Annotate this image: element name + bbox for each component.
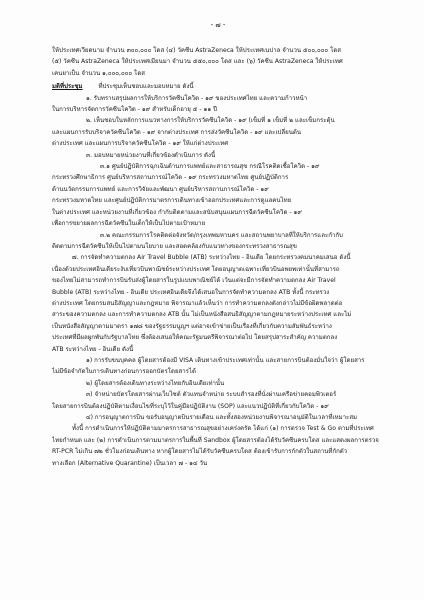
numbered-item-1: [52, 355, 384, 378]
paragraph-line: สาระของความตกลง และการทำความตกลง ATB นั้น ไม่เป็นหนังสือสนธิสัญญาตามกฎหมายระหว่างประเทศ และไม่: [52, 311, 352, 319]
paragraph-line: เนื่องด้วยประเทศอินเดียระงับเที่ยวบินพาณิชย์ระหว่างประเทศ โดยอนุญาตเฉพาะเที่ยวบินอพยพเท่านั้นที่สามารถ: [52, 265, 340, 273]
sub-item-line: กระทรวงมหาดไทย และศูนย์ปฏิบัติการมาตรการเดินทางเข้าออกประเทศและการดูแลคนไทย: [52, 197, 292, 205]
sub-item-line: เพื่อการขยายผลการฉีดวัคซีนในเด็กให้เป็นไปตามเป้าหมาย: [52, 220, 206, 228]
sub-item-3-1: [52, 161, 384, 229]
paragraph-line: RT-PCR ไม่เกิน ๗๒ ชั่วโมงก่อนเดินทาง หากผู้โดยสารไม่ได้รับวัคซีนครบโดส ต้องเข้ารับการกักตัวในสถานที่กักตัว: [52, 448, 348, 456]
resolution-heading: [52, 81, 384, 92]
numbered-item-2: [52, 378, 384, 389]
sub-item-line: กระทรวงศึกษาธิการ ศูนย์บริหารสถานการณ์โควิด - ๑๙ กระทรวงมหาดไทย ศูนย์ปฏิบัติการ: [52, 174, 289, 182]
sub-item-line: ๓.๒ คณะกรรมการโรคติดต่อจังหวัด/กรุงเทพมหานคร และสถานพยาบาลที่ให้บริการและกำกับ: [100, 231, 343, 239]
paragraph-line: ทั้งนี้ การดำเนินการให้ปฏิบัติตามมาตรการสาธารณสุขอย่างเคร่งครัด ได้แก่ (๑) การตรวจ Test & Go ตามที่ประเทศ: [72, 425, 374, 433]
resolution-label: มติที่ประชุม: [52, 83, 83, 91]
sub-item-line: ในต่างประเทศ และหน่วยงานที่เกี่ยวข้อง กำกับติดตามและสนับสนุนแผนการฉีดวัคซีนโควิด - ๑๙: [52, 208, 302, 216]
resolution-item-2: [52, 115, 384, 149]
paragraph-line: ATB ระหว่างไทย - อินเดีย ดังนี้: [52, 345, 134, 353]
paragraph-line: เป็นหนังสือสัญญาตามมาตรา ๑๗๘ ของรัฐธรรมนูญฯ แต่อาจเข้าข่ายเป็นเรื่องที่เกี่ยวกับความสัมพันธ์ระหว่าง: [52, 322, 332, 330]
numbered-line: ๔) การอนุญาตการบิน ขอรับอนุญาตบินรายเดือน และทั้งสองหน่วยงานพิจารณาอนุมัติในเวลาที่เหมาะสม: [86, 414, 358, 421]
item-line: ในการบริหารจัดการวัคซีนโควิด - ๑๙ สำหรับเด็กอายุ ๕ - ๑๑ ปี: [52, 106, 218, 114]
paragraph-line: ต่างประเทศ โดยกรมสนธิสัญญาและกฎหมาย พิจารณาแล้วเห็นว่า การทำความตกลงดังกล่าวไม่มีข้อผิดพลาดต่อ: [52, 299, 343, 307]
paragraph-line: (๕) วัคซีน AstraZeneca ให้ประเทศเมียนมา จำนวน ๕๕๐,๐๐๐ โดส และ (๖) วัคซีน AstraZeneca ให้ประเทศ: [52, 58, 343, 66]
item-line: ๓. มอบหมายหน่วยงานที่เกี่ยวข้องดำเนินการ ดังนี้: [86, 151, 216, 159]
item-line: และแผนการรับบริจาควัคซีนโควิด - ๑๙ จากต่างประเทศ การส่งวัคซีนโควิด - ๑๙ และเปลี่ยนต้น: [52, 128, 301, 136]
paragraph-line: เคนยาเป็น จำนวน ๑,๐๐๐,๐๐๐ โดส: [52, 69, 145, 77]
sub-item-3-2: [52, 230, 384, 253]
numbered-item-4: [52, 412, 384, 423]
item-line: ๒. เห็นชอบในหลักการแนวทางการให้บริการวัคซีนโควิด - ๑๙ (เข็มที่ ๑ เข็มที่ ๒ และเข็มกระตุ้น: [86, 117, 335, 125]
paragraph-line: ของไทยไม่สามารถทำการบินรับส่งผู้โดยสารในรูปแบบพาณิชย์ได้ เว้นแต่จะมีการจัดทำความตกลง Air Travel: [52, 277, 336, 285]
numbered-item-3: [52, 389, 384, 412]
resolution-item-3: [52, 150, 384, 161]
paragraph-line: ๗. การจัดทำความตกลง Air Travel Bubble (ATB) ระหว่างไทย - อินเดีย โดยกระทรวงคมนาคมเสนอ ดังนี้: [72, 254, 351, 262]
vaccine-donation-paragraph: [52, 45, 384, 79]
numbered-line: ไม่มีข้อจำกัดในการเดินทางก่อนการออกบัตรโดยสารได้: [52, 368, 196, 376]
item-line: ๑. รับทราบสรุปผลการให้บริการวัคซีนโควิด - ๑๙ ของประเทศไทย และความก้าวหน้า: [86, 94, 308, 102]
paragraph-line: ทางเลือก (Alternative Quarantine) เป็นเวลา ๗ - ๑๔ วัน: [52, 459, 208, 467]
page-number: - ๗ -: [210, 21, 226, 29]
resolution-item-1: [52, 93, 384, 116]
atb-agreement-paragraph: [52, 252, 384, 355]
numbered-line: ๑) การรับขนบุคคล ผู้โดยสารต้องมี VISA เดินทางเข้าประเทศเท่านั้น และสายการบินต้องมั่นใจว่า ผู้โดยสาร: [86, 356, 365, 364]
sub-item-line: ด้านนวัตกรรมการแพทย์ และการวิจัยและพัฒนา ศูนย์บริหารสถานการณ์โควิด - ๑๙: [52, 185, 269, 193]
sub-item-line: ติดตามการฉีดวัคซีนให้เป็นไปตามนโยบาย และสอดคล้องกับแนวทางของกระทรวงสาธารณสุข: [52, 242, 297, 250]
resolution-text: ที่ประชุมเห็นชอบและมอบหมาย ดังนี้: [98, 83, 194, 91]
paragraph-line: ให้ประเทศเวียดนาม จำนวน ๓๐๐,๐๐๐ โดส (๔) วัคซีน AstraZeneca ให้ประเทศเนปาล จำนวน ๕๐๐,๐๐๐ โดส: [52, 47, 342, 54]
closing-paragraph: [52, 423, 384, 469]
paragraph-line: ประเทศที่มีผลผูกพันกับรัฐบาลไทย ซึ่งต้องเสนอให้คณะรัฐมนตรีพิจารณาต่อไป โดยสรุปสาระสำคัญ ความตกลง: [52, 334, 338, 342]
item-line: ต่างประเทศ และแผนการบริจาควัคซีนโควิด - ๑๙ ให้แก่ต่างประเทศ: [52, 140, 229, 148]
paragraph-line: ไทยกำหนด และ (๒) การดำเนินการตามมาตรการในพื้นที่ Sandbox ผู้โดยสารต้องได้รับวัคซีนครบโดส และแสดงผลการตรวจ: [52, 436, 379, 444]
sub-item-line: ๓.๑ ศูนย์ปฏิบัติการฉุกเฉินด้านการแพทย์และสาธารณสุข กรณีโรคติดเชื้อโควิด - ๑๙: [100, 163, 320, 171]
numbered-line: โดยสายการบินต้องปฏิบัติตามเงื่อนไขที่ระบุไว้ในคู่มือปฏิบัติงาน (SOP) และแนวปฏิบัติที่เกี่ยวกับโควิด - ๑๙: [52, 402, 329, 410]
numbered-line: ๓) จำหน่ายบัตรโดยสารผ่านเว็บไซต์ ตัวแทนจำหน่าย ระบบสำรองที่นั่งผ่านเครือข่ายคอมพิวเตอร์: [86, 391, 337, 399]
numbered-line: ๒) ผู้โดยสารต้องเดินทางระหว่างไทยกับอินเดียเท่านั้น: [86, 379, 225, 387]
paragraph-line: Bubble (ATB) ระหว่างไทย - อินเดีย ประเทศอินเดียจึงได้เสนอในการจัดทำความตกลง ATB ทั้งนี้ กระทรวง: [52, 288, 330, 296]
